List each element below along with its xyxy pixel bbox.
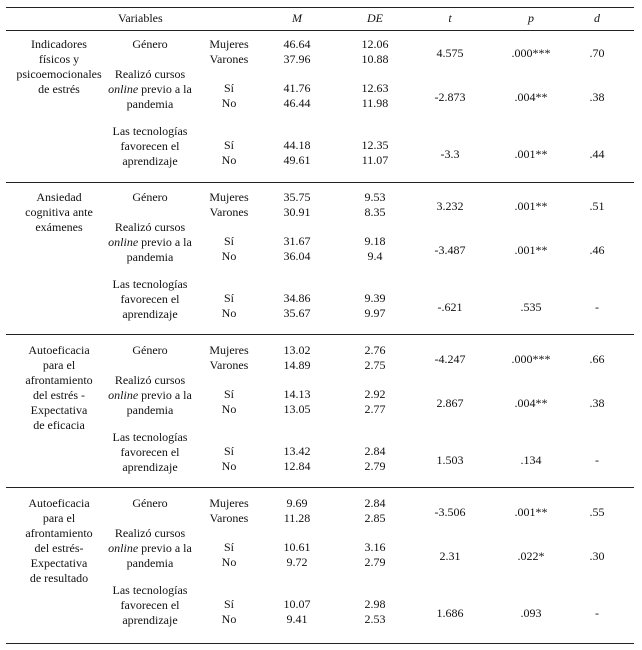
factor-label-line: Género <box>132 343 168 357</box>
factor-label <box>104 430 196 475</box>
mean-value: 35.75 <box>283 190 311 204</box>
p-value: .001** <box>514 505 548 519</box>
variable-name <box>10 343 108 433</box>
factor-label <box>104 37 196 52</box>
mean-value: 30.91 <box>283 205 311 219</box>
factor-label <box>104 583 196 628</box>
mean-value: 46.64 <box>283 37 311 51</box>
p-value: .001** <box>514 243 548 257</box>
level-label: No <box>221 249 237 263</box>
mean-value: 34.86 <box>283 291 311 305</box>
factor-label-line: favorecen el <box>120 292 180 306</box>
header-de: DE <box>367 11 383 25</box>
mean-value: 11.28 <box>283 511 311 525</box>
variable-name-line: Ansiedad <box>36 190 82 204</box>
d-value: - <box>595 300 599 314</box>
factor-label <box>104 526 196 571</box>
level-label: Mujeres <box>209 496 249 510</box>
sd-value: 2.85 <box>364 511 386 525</box>
sd-value: 3.16 <box>364 540 386 554</box>
variable-name-line: de eficacia <box>33 418 85 432</box>
mean-value: 14.89 <box>283 358 311 372</box>
level-label: Varones <box>209 52 249 66</box>
factor-label-line: pandemia <box>126 403 174 417</box>
variable-name-line: Autoeficacia <box>28 496 90 510</box>
factor-label <box>104 67 196 112</box>
level-label: Sí <box>223 234 234 248</box>
factor-label-line: online previo a la <box>108 82 192 96</box>
factor-label-line: Las tecnologías <box>112 124 188 138</box>
factor-label-line: Realizó cursos <box>114 526 186 540</box>
level-label: Varones <box>209 358 249 372</box>
factor-label-line: Realizó cursos <box>114 220 186 234</box>
mean-value: 46.44 <box>283 96 311 110</box>
variable-name-line: Expectativa <box>30 556 88 570</box>
level-label: No <box>221 402 237 416</box>
factor-label-line: online previo a la <box>108 388 192 402</box>
level-label: Sí <box>223 81 234 95</box>
header-rule <box>6 30 634 31</box>
level-label: No <box>221 153 237 167</box>
level-label: Mujeres <box>209 190 249 204</box>
mean-value: 10.61 <box>283 540 311 554</box>
variable-name-line: afrontamiento <box>25 526 93 540</box>
variable-name <box>10 496 108 586</box>
mean-value: 35.67 <box>283 306 311 320</box>
variable-name-line: afrontamiento <box>25 373 93 387</box>
variable-name-line: del estrés - <box>33 388 85 402</box>
t-value: 3.232 <box>436 199 464 213</box>
sd-value: 9.18 <box>364 234 386 248</box>
p-value: .004** <box>514 90 548 104</box>
level-label: No <box>221 459 237 473</box>
header-t: t <box>448 11 452 25</box>
section-rule <box>6 487 634 488</box>
level-label: Mujeres <box>209 37 249 51</box>
level-label: No <box>221 612 237 626</box>
variable-name-line: para el <box>42 358 76 372</box>
factor-label-line: Género <box>132 496 168 510</box>
d-value: - <box>595 453 599 467</box>
d-value: .66 <box>589 352 605 366</box>
factor-label-line: favorecen el <box>120 598 180 612</box>
sd-value: 2.53 <box>364 612 386 626</box>
sd-value: 8.35 <box>364 205 386 219</box>
mean-value: 36.04 <box>283 249 311 263</box>
factor-label <box>104 124 196 169</box>
p-value: .000*** <box>511 352 551 366</box>
factor-label <box>104 373 196 418</box>
factor-label-line: Realizó cursos <box>114 373 186 387</box>
factor-label-line: online previo a la <box>108 235 192 249</box>
variable-name-line: físicos y <box>38 52 80 66</box>
d-value: .46 <box>589 243 605 257</box>
sd-value: 2.75 <box>364 358 386 372</box>
variable-name <box>10 190 108 235</box>
p-value: .001** <box>514 147 548 161</box>
factor-label <box>104 277 196 322</box>
header-p: p <box>528 11 534 25</box>
sd-value: 2.77 <box>364 402 386 416</box>
level-label: Sí <box>223 540 234 554</box>
variable-name-line: de resultado <box>29 571 89 585</box>
sd-value: 11.07 <box>361 153 389 167</box>
factor-label-line: pandemia <box>126 250 174 264</box>
factor-label-line: pandemia <box>126 556 174 570</box>
mean-value: 44.18 <box>283 138 311 152</box>
sd-value: 10.88 <box>361 52 389 66</box>
t-value: -3.3 <box>440 147 460 161</box>
sd-value: 12.35 <box>361 138 389 152</box>
d-value: .44 <box>589 147 605 161</box>
t-value: 2.31 <box>439 549 461 563</box>
p-value: .022* <box>517 549 545 563</box>
t-value: -3.506 <box>434 505 466 519</box>
section-rule <box>6 643 634 644</box>
level-label: No <box>221 96 237 110</box>
factor-label-line: Las tecnologías <box>112 430 188 444</box>
header-variables: Variables <box>118 11 163 25</box>
t-value: 1.503 <box>436 453 464 467</box>
sd-value: 9.97 <box>364 306 386 320</box>
p-value: .093 <box>520 606 542 620</box>
d-value: .70 <box>589 46 605 60</box>
variable-name-line: de estrés <box>38 82 80 96</box>
factor-label-line: aprendizaje <box>122 460 178 474</box>
sd-value: 2.84 <box>364 444 386 458</box>
mean-value: 31.67 <box>283 234 311 248</box>
t-value: 1.686 <box>436 606 464 620</box>
sd-value: 2.79 <box>364 459 386 473</box>
variable-name-line: exámenes <box>35 220 83 234</box>
factor-label-line: favorecen el <box>120 445 180 459</box>
variable-name-line: Indicadores <box>31 37 87 51</box>
variable-name-line: cognitiva ante <box>25 205 93 219</box>
sd-value: 12.06 <box>361 37 389 51</box>
sd-value: 9.53 <box>364 190 386 204</box>
t-value: 2.867 <box>436 396 464 410</box>
mean-value: 10.07 <box>283 597 311 611</box>
d-value: .51 <box>589 199 605 213</box>
p-value: .535 <box>520 300 542 314</box>
variable-name-line: Expectativa <box>30 403 88 417</box>
factor-label-line: Las tecnologías <box>112 583 188 597</box>
italic-word: online <box>108 235 139 249</box>
factor-label-line: online previo a la <box>108 541 192 555</box>
variable-name <box>10 37 108 97</box>
factor-label-line: pandemia <box>126 97 174 111</box>
factor-label-line: Realizó cursos <box>114 67 186 81</box>
sd-value: 2.84 <box>364 496 386 510</box>
p-value: .001** <box>514 199 548 213</box>
level-label: Varones <box>209 205 249 219</box>
section-rule <box>6 182 634 183</box>
variable-name-line: psicoemocionales <box>16 67 102 81</box>
header-m: M <box>292 11 302 25</box>
t-value: 4.575 <box>436 46 464 60</box>
factor-label-line: Género <box>132 190 168 204</box>
section-rule <box>6 334 634 335</box>
d-value: - <box>595 606 599 620</box>
factor-label <box>104 496 196 511</box>
mean-value: 37.96 <box>283 52 311 66</box>
factor-label <box>104 220 196 265</box>
mean-value: 14.13 <box>283 387 311 401</box>
italic-word: online <box>108 82 139 96</box>
level-label: Sí <box>223 597 234 611</box>
mean-value: 13.05 <box>283 402 311 416</box>
factor-label <box>104 343 196 358</box>
factor-label <box>104 190 196 205</box>
mean-value: 9.69 <box>286 496 308 510</box>
mean-value: 12.84 <box>283 459 311 473</box>
header-d: d <box>594 11 600 25</box>
factor-label-line: favorecen el <box>120 139 180 153</box>
t-value: -4.247 <box>434 352 466 366</box>
level-label: Mujeres <box>209 343 249 357</box>
variable-name-line: para el <box>42 511 76 525</box>
mean-value: 13.02 <box>283 343 311 357</box>
d-value: .38 <box>589 396 605 410</box>
sd-value: 2.98 <box>364 597 386 611</box>
level-label: Sí <box>223 138 234 152</box>
factor-label-line: aprendizaje <box>122 613 178 627</box>
level-label: No <box>221 555 237 569</box>
p-value: .004** <box>514 396 548 410</box>
p-value: .000*** <box>511 46 551 60</box>
d-value: .38 <box>589 90 605 104</box>
t-value: -3.487 <box>434 243 466 257</box>
level-label: No <box>221 306 237 320</box>
sd-value: 12.63 <box>361 81 389 95</box>
mean-value: 9.41 <box>286 612 308 626</box>
level-label: Varones <box>209 511 249 525</box>
factor-label-line: Las tecnologías <box>112 277 188 291</box>
variable-name-line: Autoeficacia <box>28 343 90 357</box>
p-value: .134 <box>520 453 542 467</box>
d-value: .30 <box>589 549 605 563</box>
italic-word: online <box>108 388 139 402</box>
table-top-rule <box>6 7 634 8</box>
mean-value: 9.72 <box>286 555 308 569</box>
sd-value: 2.79 <box>364 555 386 569</box>
level-label: Sí <box>223 291 234 305</box>
sd-value: 2.92 <box>364 387 386 401</box>
mean-value: 13.42 <box>283 444 311 458</box>
d-value: .55 <box>589 505 605 519</box>
sd-value: 11.98 <box>361 96 389 110</box>
sd-value: 2.76 <box>364 343 386 357</box>
mean-value: 41.76 <box>283 81 311 95</box>
sd-value: 9.39 <box>364 291 386 305</box>
factor-label-line: aprendizaje <box>122 154 178 168</box>
t-value: -.621 <box>437 300 463 314</box>
factor-label-line: Género <box>132 37 168 51</box>
italic-word: online <box>108 541 139 555</box>
level-label: Sí <box>223 444 234 458</box>
level-label: Sí <box>223 387 234 401</box>
factor-label-line: aprendizaje <box>122 307 178 321</box>
sd-value: 9.4 <box>367 249 383 263</box>
mean-value: 49.61 <box>283 153 311 167</box>
variable-name-line: del estrés- <box>34 541 84 555</box>
t-value: -2.873 <box>434 90 466 104</box>
